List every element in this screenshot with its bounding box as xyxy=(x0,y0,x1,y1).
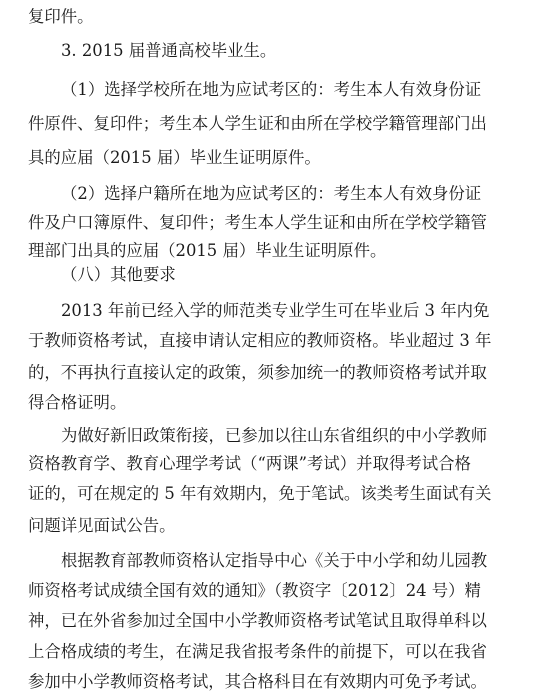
text-line: （1）选择学校所在地为应试考区的：考生本人有效身份证 xyxy=(61,80,482,99)
text-line: 参加中小学教师资格考试，其合格科目在有效期内可免予考试。 xyxy=(28,672,487,691)
text-line: 具的应届（2015 届）毕业生证明原件。 xyxy=(28,148,321,167)
text-line: （2）选择户籍所在地为应试考区的：考生本人有效身份证 xyxy=(61,184,482,203)
text-line: 复印件。 xyxy=(28,7,94,26)
text-line: 师资格考试成绩全国有效的通知》（教资字〔2012〕24 号）精 xyxy=(28,581,481,600)
text-line: 神，已在外省参加过全国中小学教师资格考试笔试且取得单科以 xyxy=(28,611,487,630)
text-line: 件及户口簿原件、复印件；考生本人学生证和由所在学校学籍管 xyxy=(28,213,487,232)
text-line: 理部门出具的应届（2015 届）毕业生证明原件。 xyxy=(28,241,387,260)
text-line: 的，不再执行直接认定的政策，须参加统一的教师资格考试并取 xyxy=(28,363,487,382)
text-line: 于教师资格考试，直接申请认定相应的教师资格。毕业超过 3 年 xyxy=(28,331,492,350)
text-line: 资格教育学、教育心理学考试（“两课”考试）并取得考试合格 xyxy=(28,454,471,473)
text-line: 件原件、复印件；考生本人学生证和由所在学校学籍管理部门出 xyxy=(28,114,487,133)
text-line: 根据教育部教师资格认定指导中心《关于中小学和幼儿园教 xyxy=(61,551,488,570)
text-line: 得合格证明。 xyxy=(28,393,127,412)
text-line: 证的，可在规定的 5 年有效期内，免于笔试。该类考生面试有关 xyxy=(28,484,492,503)
section-heading: （八）其他要求 xyxy=(61,265,176,284)
text-line: 为做好新旧政策衔接，已参加以往山东省组织的中小学教师 xyxy=(61,426,488,445)
text-line: 问题详见面试公告。 xyxy=(28,516,176,535)
text-line: 3. 2015 届普通高校毕业生。 xyxy=(61,41,277,60)
text-line: 上合格成绩的考生，在满足我省报考条件的前提下，可以在我省 xyxy=(28,642,487,661)
text-line: 2013 年前已经入学的师范类专业学生可在毕业后 3 年内免 xyxy=(61,301,490,320)
